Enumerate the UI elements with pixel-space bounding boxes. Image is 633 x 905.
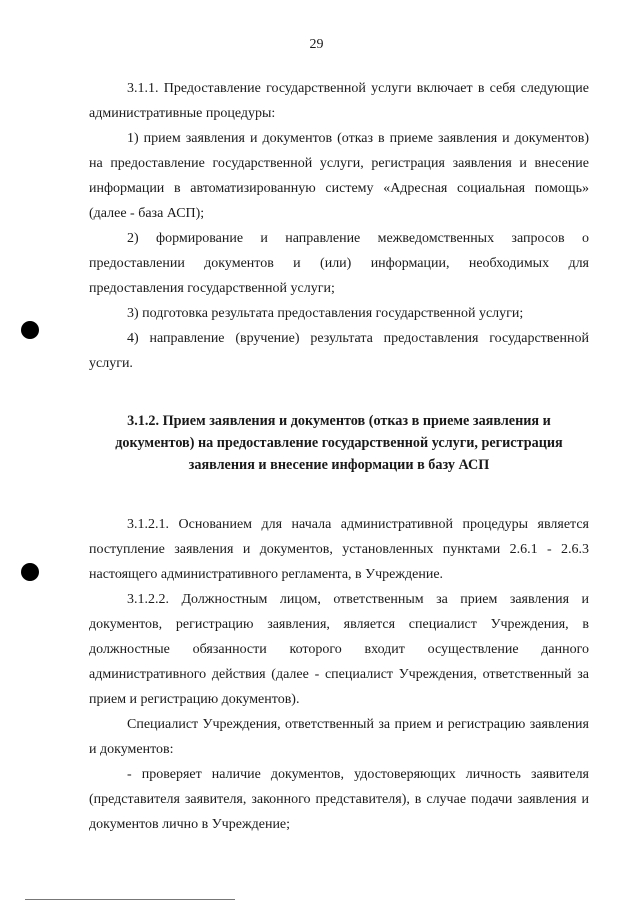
punch-hole-top bbox=[21, 321, 39, 339]
paragraph-checks-documents: - проверяет наличие документов, удостоверяющих личность заявителя (представителя заявителя, законного представителя), в случае подачи заявления и документов лично в Учреждение; bbox=[89, 767, 589, 832]
punch-hole-bottom bbox=[21, 563, 39, 581]
list-item-1: 1) прием заявления и документов (отказ в приеме заявления и документов) на предоставление государственной услуги, регистрация заявления и внесение информации в автоматизированную систему «Адресная социальная помощь» (далее - база АСП); bbox=[89, 131, 589, 221]
section-heading-3-1-2: 3.1.2. Прием заявления и документов (отказ в приеме заявления и документов) на предоставление государственной услуги, регистрация заявления и внесение информации в базу АСП bbox=[115, 413, 563, 473]
bottom-rule bbox=[25, 899, 235, 900]
paragraph-3-1-2-2: 3.1.2.2. Должностным лицом, ответственным за прием заявления и документов, регистрацию заявления, является специалист Учреждения, в должностные обязанности которого входит осуществление данного административного действия (далее - специалист Учреждения, ответственный за прием и регистрацию документов). bbox=[89, 592, 589, 707]
paragraph-3-1-1: 3.1.1. Предоставление государственной услуги включает в себя следующие административные процедуры: bbox=[89, 81, 589, 121]
list-item-4: 4) направление (вручение) результата предоставления государственной услуги. bbox=[89, 331, 589, 371]
page-number: 29 bbox=[309, 37, 324, 52]
list-item-2: 2) формирование и направление межведомственных запросов о предоставлении документов и (или) информации, необходимых для предоставления государственной услуги; bbox=[89, 231, 589, 296]
document-body bbox=[89, 76, 589, 837]
list-item-3: 3) подготовка результата предоставления государственной услуги; bbox=[127, 306, 524, 321]
paragraph-specialist: Специалист Учреждения, ответственный за прием и регистрацию заявления и документов: bbox=[89, 717, 589, 757]
paragraph-3-1-2-1: 3.1.2.1. Основанием для начала административной процедуры является поступление заявления и документов, установленных пунктами 2.6.1 - 2.6.3 настоящего административного регламента, в Учреждение. bbox=[89, 517, 589, 582]
